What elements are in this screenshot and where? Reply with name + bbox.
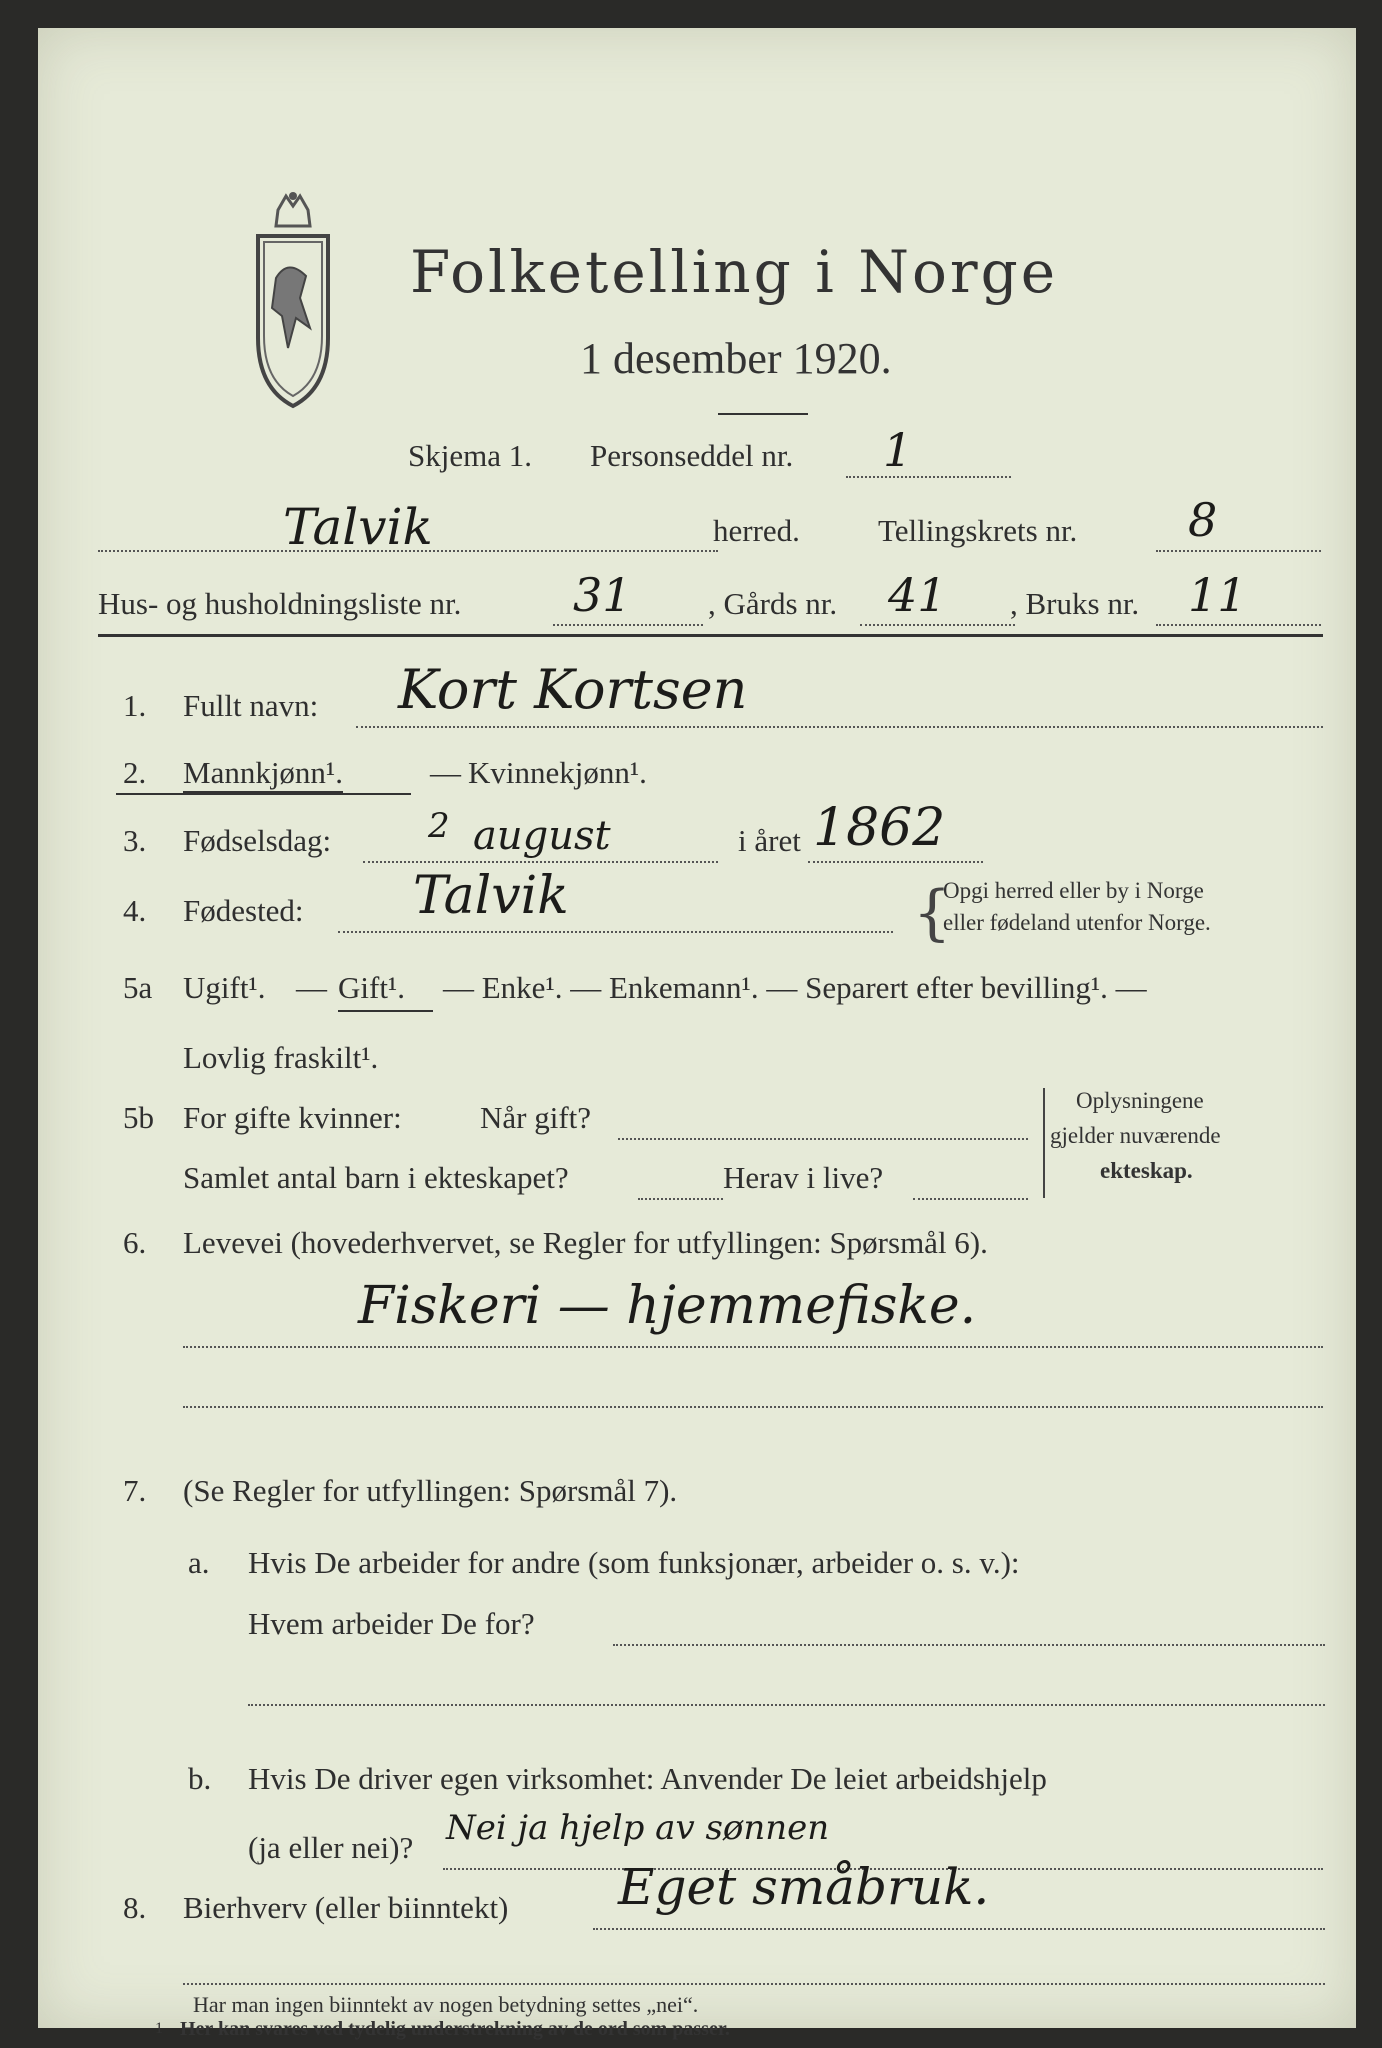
herav-line — [913, 1198, 1028, 1200]
gift-option[interactable]: Gift¹. — [338, 970, 405, 1005]
q1-number: 1. — [123, 688, 147, 723]
tellingskrets-value[interactable]: 8 — [1188, 493, 1218, 547]
q5a-number: 5a — [123, 970, 153, 1005]
q3-label: Fødselsdag: — [183, 823, 332, 858]
herred-label: herred. — [713, 513, 800, 548]
q7a-question: Hvem arbeider De for? — [248, 1606, 535, 1641]
q8-label: Bierhverv (eller biinntekt) — [183, 1890, 509, 1925]
birthplace-note-1: Opgi herred eller by i Norge — [943, 878, 1204, 903]
q6-line-2 — [183, 1406, 1323, 1408]
herav-label: Herav i live? — [723, 1160, 884, 1195]
birth-month-value[interactable]: august — [473, 813, 611, 859]
birth-year-value[interactable]: 1862 — [813, 798, 946, 858]
q4-number: 4. — [123, 893, 147, 928]
footnote-text: Her kan svares ved tydelig understrekning av de ord som passer. — [180, 2018, 730, 2040]
q4-line — [338, 931, 893, 933]
q8-line-2 — [183, 1983, 1325, 1985]
brace-icon: { — [913, 878, 952, 948]
personseddel-line — [846, 476, 1011, 478]
q7-number: 7. — [123, 1473, 147, 1508]
side-income-value[interactable]: Eget småbruk. — [618, 1858, 990, 1916]
fraskilt-option[interactable]: Lovlig fraskilt¹. — [183, 1040, 379, 1075]
birth-day-value[interactable]: 2 — [428, 806, 450, 846]
hus-label: Hus- og husholdningsliste nr. — [98, 586, 462, 621]
q7a-line-1 — [613, 1644, 1325, 1646]
q5b-label: For gifte kvinner: — [183, 1100, 402, 1135]
personseddel-label: Personseddel nr. — [590, 438, 794, 473]
q6-line-1 — [183, 1346, 1323, 1348]
ugift-option[interactable]: Ugift¹. — [183, 970, 266, 1005]
q7a-number: a. — [188, 1545, 210, 1580]
naar-gift-label: Når gift? — [480, 1100, 592, 1135]
gift-underline — [338, 1010, 433, 1012]
gaards-line — [860, 624, 1015, 626]
q8-number: 8. — [123, 1890, 147, 1925]
q5a-dash: — — [296, 970, 327, 1005]
q1-line — [356, 726, 1323, 728]
skjema-label: Skjema 1. — [408, 438, 532, 473]
q7b-text: Hvis De driver egen virksomhet: Anvender De leiet arbeidshjelp — [248, 1761, 1047, 1796]
tellingskrets-label: Tellingskrets nr. — [878, 513, 1078, 548]
tellingskrets-line — [1156, 550, 1321, 552]
footer-note: Har man ingen biinntekt av nogen betydning settes „nei“. — [193, 1992, 699, 2017]
q3-number: 3. — [123, 823, 147, 858]
q6-number: 6. — [123, 1225, 147, 1260]
birthplace-note-2: eller fødeland utenfor Norge. — [943, 910, 1211, 935]
q5b-note-3: ekteskap. — [1100, 1158, 1193, 1183]
q4-label: Fødested: — [183, 893, 304, 928]
bruks-line — [1156, 624, 1321, 626]
female-option[interactable]: Kvinnekjønn¹. — [468, 755, 647, 790]
full-name-value[interactable]: Kort Kortsen — [398, 658, 748, 721]
hus-line — [553, 624, 703, 626]
title-divider — [718, 413, 808, 415]
header-rule — [98, 634, 1323, 637]
form-title: Folketelling i Norge — [410, 238, 1059, 306]
personseddel-value[interactable]: 1 — [883, 423, 913, 477]
q5b-note-2: gjelder nuværende — [1050, 1123, 1221, 1148]
q5b-note-1: Oplysningene — [1076, 1088, 1204, 1113]
q2-separator: — — [430, 755, 461, 790]
herred-line — [98, 550, 718, 552]
footnote-mark: 1 — [155, 2020, 163, 2037]
q7a-line-2 — [248, 1704, 1325, 1706]
census-date: 1 desember 1920. — [580, 334, 892, 383]
q8-line — [593, 1928, 1325, 1930]
hus-value[interactable]: 31 — [573, 568, 632, 622]
gaards-value[interactable]: 41 — [888, 568, 947, 622]
q5a-other-options[interactable]: — Enke¹. — Enkemann¹. — Separert efter bevilling¹. — — [443, 970, 1147, 1005]
q7b-number: b. — [188, 1761, 212, 1796]
q5b-number: 5b — [123, 1100, 154, 1135]
coat-of-arms-icon — [248, 188, 338, 422]
birthplace-value[interactable]: Talvik — [413, 866, 569, 926]
hired-help-value[interactable]: Nei ja hjelp av sønnen — [446, 1808, 830, 1848]
q3-line — [363, 861, 718, 863]
q2-number: 2. — [123, 755, 147, 790]
occupation-value[interactable]: Fiskeri — hjemmefiske. — [358, 1276, 977, 1336]
bruks-value[interactable]: 11 — [1188, 568, 1247, 622]
q1-label: Fullt navn: — [183, 688, 319, 723]
q7a-text: Hvis De arbeider for andre (som funksjonær, arbeider o. s. v.): — [248, 1545, 1020, 1580]
census-form — [38, 28, 1356, 2028]
male-underline — [116, 793, 411, 795]
herred-value[interactable]: Talvik — [283, 498, 433, 556]
bruks-label: , Bruks nr. — [1010, 586, 1140, 621]
year-label: i året — [738, 823, 801, 858]
samlet-label: Samlet antal barn i ekteskapet? — [183, 1160, 569, 1195]
gaards-label: , Gårds nr. — [708, 586, 838, 621]
male-option[interactable]: Mannkjønn¹. — [183, 755, 343, 793]
year-line — [808, 861, 983, 863]
q6-label: Levevei (hovederhvervet, se Regler for utfyllingen: Spørsmål 6). — [183, 1225, 988, 1260]
samlet-line — [638, 1198, 723, 1200]
q7b-question: (ja eller nei)? — [248, 1830, 414, 1865]
q7-label: (Se Regler for utfyllingen: Spørsmål 7). — [183, 1473, 678, 1508]
naar-gift-line — [618, 1138, 1028, 1140]
